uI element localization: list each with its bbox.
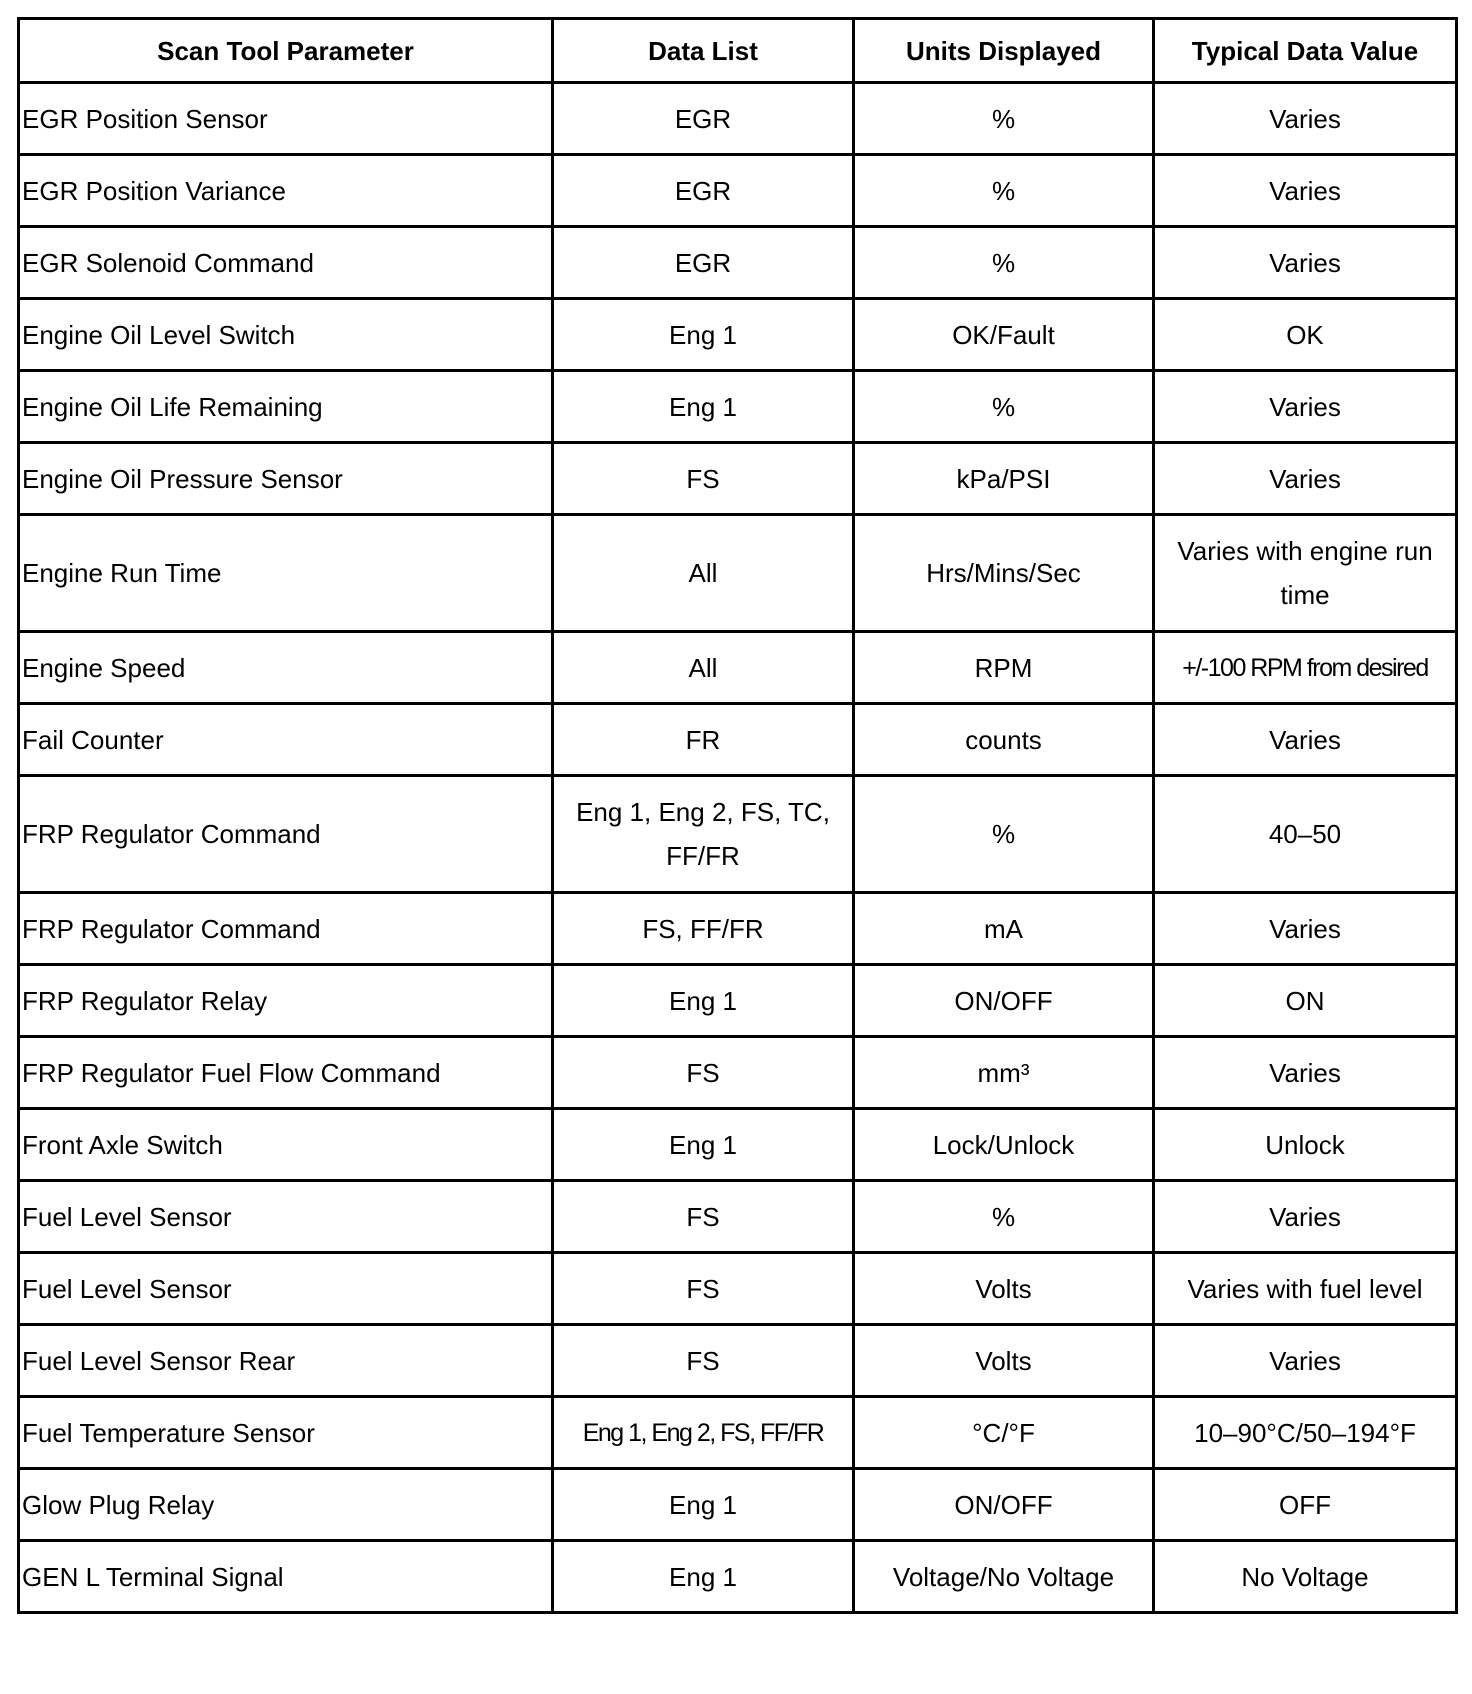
typical-value-cell: Varies — [1154, 443, 1457, 515]
parameter-cell: FRP Regulator Command — [19, 776, 553, 893]
parameter-cell: EGR Position Sensor — [19, 83, 553, 155]
typical-value-cell: Varies with engine run time — [1154, 515, 1457, 632]
data-list-cell: EGR — [553, 155, 854, 227]
typical-value-cell: 40–50 — [1154, 776, 1457, 893]
data-list-cell: FS — [553, 1181, 854, 1253]
table-row — [19, 227, 1457, 299]
units-cell: Volts — [854, 1325, 1154, 1397]
table-row — [19, 893, 1457, 965]
units-cell: ON/OFF — [854, 965, 1154, 1037]
parameter-cell: FRP Regulator Relay — [19, 965, 553, 1037]
data-list-cell: FS — [553, 1037, 854, 1109]
table-row — [19, 443, 1457, 515]
parameter-cell: Fuel Level Sensor — [19, 1253, 553, 1325]
typical-value-cell: Varies — [1154, 704, 1457, 776]
typical-value-cell: Varies — [1154, 1037, 1457, 1109]
table-row — [19, 776, 1457, 893]
typical-value-cell: Varies with fuel level — [1154, 1253, 1457, 1325]
table-row — [19, 1181, 1457, 1253]
typical-value-cell: Varies — [1154, 83, 1457, 155]
parameter-cell: Fuel Level Sensor Rear — [19, 1325, 553, 1397]
data-list-cell: Eng 1 — [553, 371, 854, 443]
parameter-cell: Fail Counter — [19, 704, 553, 776]
table-row — [19, 1037, 1457, 1109]
typical-value-cell: OFF — [1154, 1469, 1457, 1541]
typical-value-cell: No Voltage — [1154, 1541, 1457, 1613]
data-list-cell: FR — [553, 704, 854, 776]
typical-value-cell: Varies — [1154, 1325, 1457, 1397]
parameter-cell: Fuel Temperature Sensor — [19, 1397, 553, 1469]
typical-value-cell: 10–90°C/50–194°F — [1154, 1397, 1457, 1469]
units-cell: Lock/Unlock — [854, 1109, 1154, 1181]
table-row — [19, 1397, 1457, 1469]
parameter-cell: EGR Position Variance — [19, 155, 553, 227]
typical-value-cell: Varies — [1154, 155, 1457, 227]
typical-value-cell: Varies — [1154, 893, 1457, 965]
data-list-cell: FS — [553, 1325, 854, 1397]
units-cell: % — [854, 776, 1154, 893]
header-data-list: Data List — [553, 19, 854, 83]
data-list-cell: Eng 1 — [553, 1469, 854, 1541]
table-row — [19, 1253, 1457, 1325]
typical-value-cell: ON — [1154, 965, 1457, 1037]
data-list-cell: Eng 1 — [553, 965, 854, 1037]
typical-value-cell: Varies — [1154, 227, 1457, 299]
data-list-cell: Eng 1, Eng 2, FS, FF/FR — [553, 1397, 854, 1469]
table-header-row — [19, 19, 1457, 83]
units-cell: OK/Fault — [854, 299, 1154, 371]
units-cell: % — [854, 371, 1154, 443]
parameter-cell: EGR Solenoid Command — [19, 227, 553, 299]
parameter-cell: FRP Regulator Fuel Flow Command — [19, 1037, 553, 1109]
data-list-cell: Eng 1 — [553, 1109, 854, 1181]
units-cell: % — [854, 155, 1154, 227]
data-list-cell: All — [553, 632, 854, 704]
data-list-cell: Eng 1, Eng 2, FS, TC, FF/FR — [553, 776, 854, 893]
header-units-displayed: Units Displayed — [854, 19, 1154, 83]
parameter-cell: Glow Plug Relay — [19, 1469, 553, 1541]
units-cell: Voltage/No Voltage — [854, 1541, 1154, 1613]
table-row — [19, 1325, 1457, 1397]
parameter-cell: Engine Oil Level Switch — [19, 299, 553, 371]
typical-value-cell: OK — [1154, 299, 1457, 371]
units-cell: % — [854, 1181, 1154, 1253]
data-list-cell: EGR — [553, 227, 854, 299]
data-list-cell: EGR — [553, 83, 854, 155]
parameter-cell: Engine Oil Life Remaining — [19, 371, 553, 443]
units-cell: mm³ — [854, 1037, 1154, 1109]
table-row — [19, 704, 1457, 776]
table-row — [19, 632, 1457, 704]
units-cell: counts — [854, 704, 1154, 776]
units-cell: ON/OFF — [854, 1469, 1154, 1541]
scan-tool-parameter-table — [17, 17, 1458, 1614]
parameter-cell: Engine Speed — [19, 632, 553, 704]
table-row — [19, 1541, 1457, 1613]
units-cell: °C/°F — [854, 1397, 1154, 1469]
table-row — [19, 83, 1457, 155]
data-list-cell: FS — [553, 443, 854, 515]
table-row — [19, 1469, 1457, 1541]
data-list-cell: Eng 1 — [553, 1541, 854, 1613]
units-cell: kPa/PSI — [854, 443, 1154, 515]
data-list-cell: All — [553, 515, 854, 632]
units-cell: % — [854, 83, 1154, 155]
typical-value-cell: Varies — [1154, 1181, 1457, 1253]
table-row — [19, 965, 1457, 1037]
units-cell: % — [854, 227, 1154, 299]
units-cell: RPM — [854, 632, 1154, 704]
table-row — [19, 371, 1457, 443]
table-row — [19, 155, 1457, 227]
table-row — [19, 1109, 1457, 1181]
data-list-cell: FS — [553, 1253, 854, 1325]
header-typical-data-value: Typical Data Value — [1154, 19, 1457, 83]
parameter-cell: Engine Oil Pressure Sensor — [19, 443, 553, 515]
parameter-cell: Fuel Level Sensor — [19, 1181, 553, 1253]
table-row — [19, 515, 1457, 632]
data-list-cell: FS, FF/FR — [553, 893, 854, 965]
table-row — [19, 299, 1457, 371]
typical-value-cell: Unlock — [1154, 1109, 1457, 1181]
parameter-cell: Front Axle Switch — [19, 1109, 553, 1181]
units-cell: Hrs/Mins/Sec — [854, 515, 1154, 632]
units-cell: Volts — [854, 1253, 1154, 1325]
typical-value-cell: +/-100 RPM from desired — [1154, 632, 1457, 704]
parameter-cell: FRP Regulator Command — [19, 893, 553, 965]
units-cell: mA — [854, 893, 1154, 965]
parameter-cell: Engine Run Time — [19, 515, 553, 632]
header-scan-tool-parameter: Scan Tool Parameter — [19, 19, 553, 83]
parameter-cell: GEN L Terminal Signal — [19, 1541, 553, 1613]
data-list-cell: Eng 1 — [553, 299, 854, 371]
typical-value-cell: Varies — [1154, 371, 1457, 443]
